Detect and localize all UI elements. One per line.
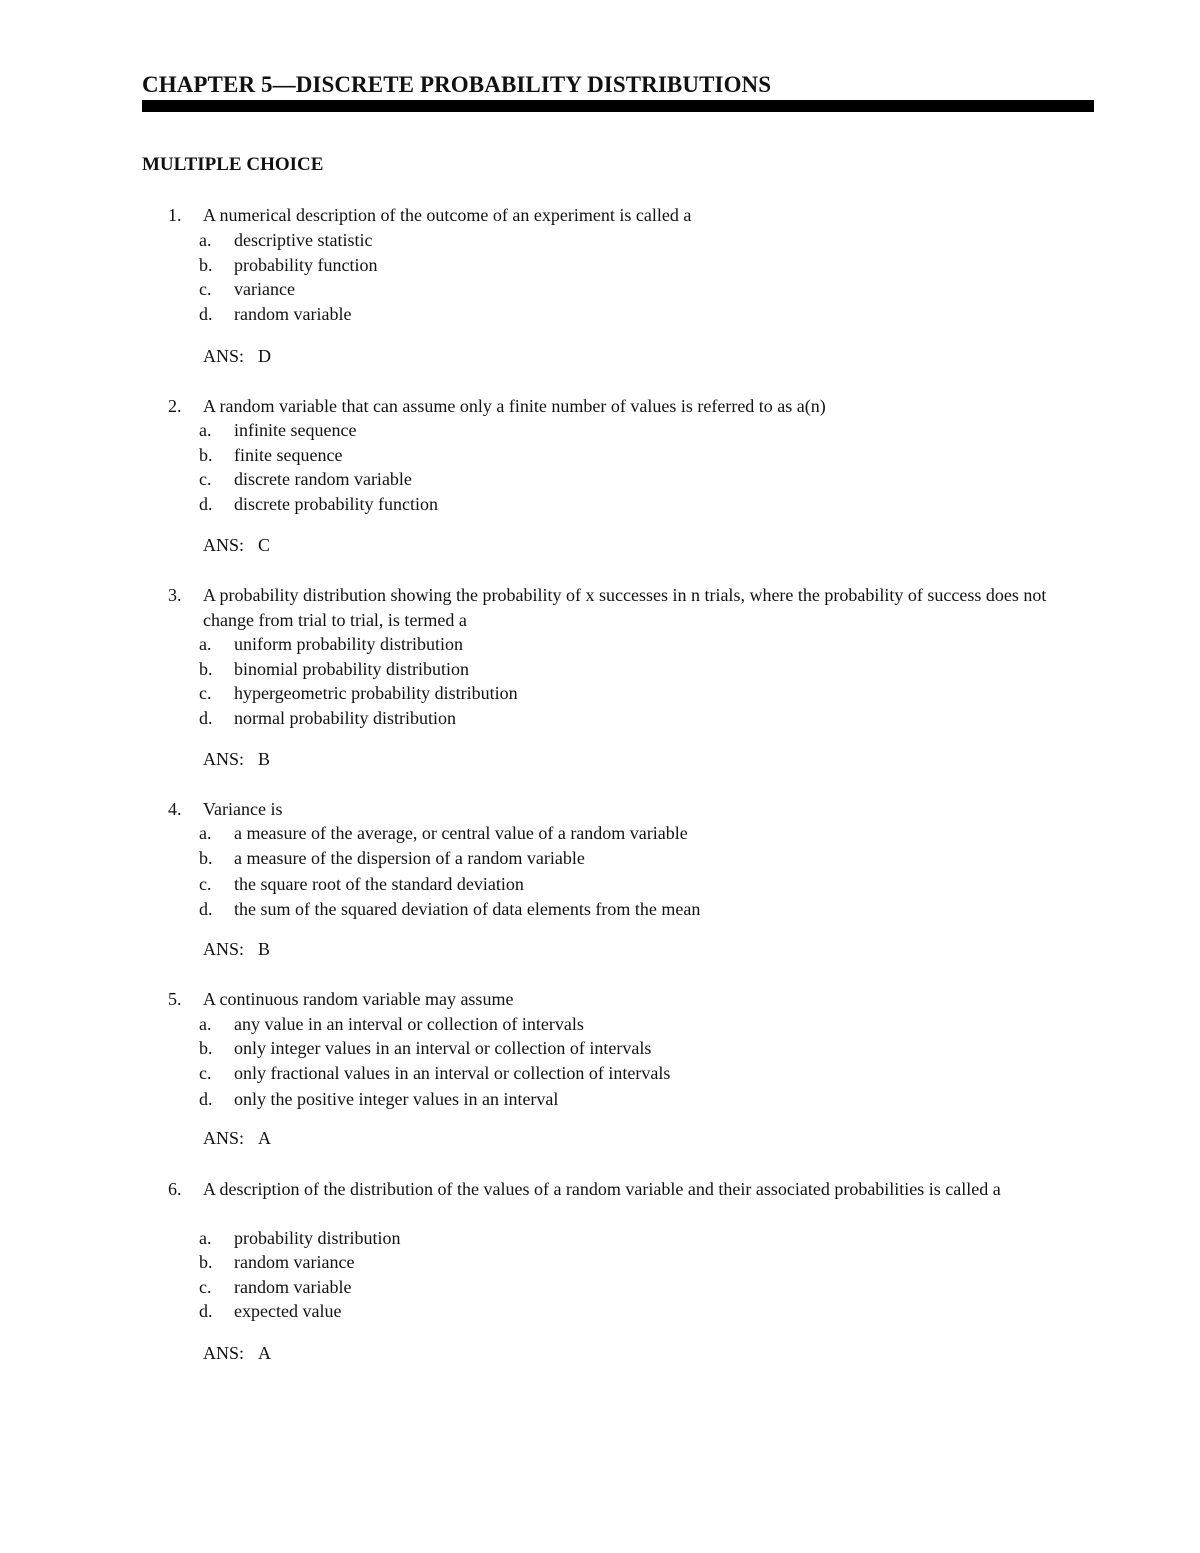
choice-letter: c. — [199, 1063, 212, 1083]
choice-text: the sum of the squared deviation of data elements from the mean — [234, 899, 701, 919]
choice-letter: b. — [199, 659, 213, 679]
choice-text: variance — [234, 279, 295, 299]
answer-label: ANS: — [203, 749, 245, 769]
choice-d — [0, 492, 1200, 517]
choice-c — [0, 681, 1200, 706]
chapter-title: CHAPTER 5—DISCRETE PROBABILITY DISTRIBUTIONS — [142, 72, 772, 97]
section-heading: MULTIPLE CHOICE — [142, 154, 324, 175]
choice-c — [0, 872, 1200, 897]
choice-text: infinite sequence — [234, 420, 357, 440]
question-number: 4. — [168, 799, 182, 819]
question-text: A numerical description of the outcome of an experiment is called a — [203, 205, 692, 225]
answer-value: B — [258, 939, 271, 959]
answer-line — [203, 1341, 271, 1366]
choice-text: expected value — [234, 1301, 342, 1321]
answer-line — [203, 533, 270, 558]
choice-text: only integer values in an interval or collection of intervals — [234, 1038, 652, 1058]
question-text: A continuous random variable may assume — [203, 989, 514, 1009]
choice-text: descriptive statistic — [234, 230, 373, 250]
choice-a — [0, 1012, 1200, 1037]
choice-letter: a. — [199, 634, 212, 654]
choice-letter: d. — [199, 304, 213, 324]
choice-text: hypergeometric probability distribution — [234, 683, 518, 703]
answer-line — [203, 1126, 271, 1151]
choice-text: probability function — [234, 255, 378, 275]
choice-letter: b. — [199, 1252, 213, 1272]
choice-letter: b. — [199, 1038, 213, 1058]
choice-d — [0, 1087, 1200, 1112]
answer-value: A — [258, 1343, 272, 1363]
choice-b — [0, 657, 1200, 682]
choice-letter: d. — [199, 708, 213, 728]
answer-label: ANS: — [203, 346, 245, 366]
choice-letter: b. — [199, 255, 213, 275]
choice-c — [0, 277, 1200, 302]
choice-c — [0, 1061, 1200, 1086]
choice-text: discrete probability function — [234, 494, 438, 514]
choice-b — [0, 253, 1200, 278]
title-rule — [142, 100, 1094, 112]
choice-letter: b. — [199, 445, 213, 465]
answer-value: C — [258, 535, 271, 555]
answer-label: ANS: — [203, 939, 245, 959]
answer-label: ANS: — [203, 535, 245, 555]
choice-c — [0, 467, 1200, 492]
question-number: 1. — [168, 205, 182, 225]
choice-letter: a. — [199, 230, 212, 250]
answer-value: A — [258, 1128, 272, 1148]
answer-line — [203, 937, 270, 962]
choice-text: random variance — [234, 1252, 355, 1272]
choice-text: a measure of the average, or central value of a random variable — [234, 823, 688, 843]
choice-text: probability distribution — [234, 1228, 401, 1248]
choice-b — [0, 443, 1200, 468]
choice-text: normal probability distribution — [234, 708, 456, 728]
choice-letter: a. — [199, 823, 212, 843]
choice-letter: c. — [199, 1277, 212, 1297]
answer-label: ANS: — [203, 1128, 245, 1148]
choice-letter: c. — [199, 469, 212, 489]
question-text: Variance is — [203, 799, 283, 819]
choice-text: any value in an interval or collection of intervals — [234, 1014, 584, 1034]
choice-b — [0, 1250, 1200, 1275]
choice-text: only fractional values in an interval or collection of intervals — [234, 1063, 671, 1083]
question-text: A probability distribution showing the probability of x successes in n trials, where the probability of success does not change from trial to trial, is termed a — [203, 585, 1047, 630]
question-number: 6. — [168, 1179, 182, 1199]
choice-d — [0, 897, 1200, 922]
question-text: A description of the distribution of the values of a random variable and their associated probabilities is called a — [203, 1179, 1001, 1199]
choice-d — [0, 302, 1200, 327]
choice-letter: b. — [199, 848, 213, 868]
choice-a — [0, 632, 1200, 657]
choice-b — [0, 846, 1200, 871]
question-number: 5. — [168, 989, 182, 1009]
choice-letter: d. — [199, 494, 213, 514]
choice-letter: a. — [199, 1228, 212, 1248]
question-number: 3. — [168, 585, 182, 605]
choice-text: finite sequence — [234, 445, 343, 465]
choice-text: random variable — [234, 304, 352, 324]
choice-letter: c. — [199, 279, 212, 299]
choice-letter: c. — [199, 683, 212, 703]
answer-line — [203, 747, 270, 772]
choice-letter: a. — [199, 1014, 212, 1034]
choice-letter: c. — [199, 874, 212, 894]
choice-a — [0, 228, 1200, 253]
choice-letter: d. — [199, 1301, 213, 1321]
choice-d — [0, 706, 1200, 731]
choice-b — [0, 1036, 1200, 1061]
answer-label: ANS: — [203, 1343, 245, 1363]
choice-text: discrete random variable — [234, 469, 412, 489]
choice-text: binomial probability distribution — [234, 659, 469, 679]
choice-text: uniform probability distribution — [234, 634, 463, 654]
choice-a — [0, 1226, 1200, 1251]
choice-text: only the positive integer values in an interval — [234, 1089, 559, 1109]
choice-d — [0, 1299, 1200, 1324]
choice-a — [0, 821, 1200, 846]
choice-a — [0, 418, 1200, 443]
question-number: 2. — [168, 396, 182, 416]
choice-letter: a. — [199, 420, 212, 440]
choice-letter: d. — [199, 899, 213, 919]
question-text: A random variable that can assume only a finite number of values is referred to as a(n) — [203, 396, 826, 416]
choice-text: a measure of the dispersion of a random variable — [234, 848, 585, 868]
choice-text: the square root of the standard deviation — [234, 874, 524, 894]
choice-c — [0, 1275, 1200, 1300]
choice-letter: d. — [199, 1089, 213, 1109]
choice-text: random variable — [234, 1277, 352, 1297]
answer-value: D — [258, 346, 272, 366]
answer-line — [203, 344, 271, 369]
answer-value: B — [258, 749, 271, 769]
